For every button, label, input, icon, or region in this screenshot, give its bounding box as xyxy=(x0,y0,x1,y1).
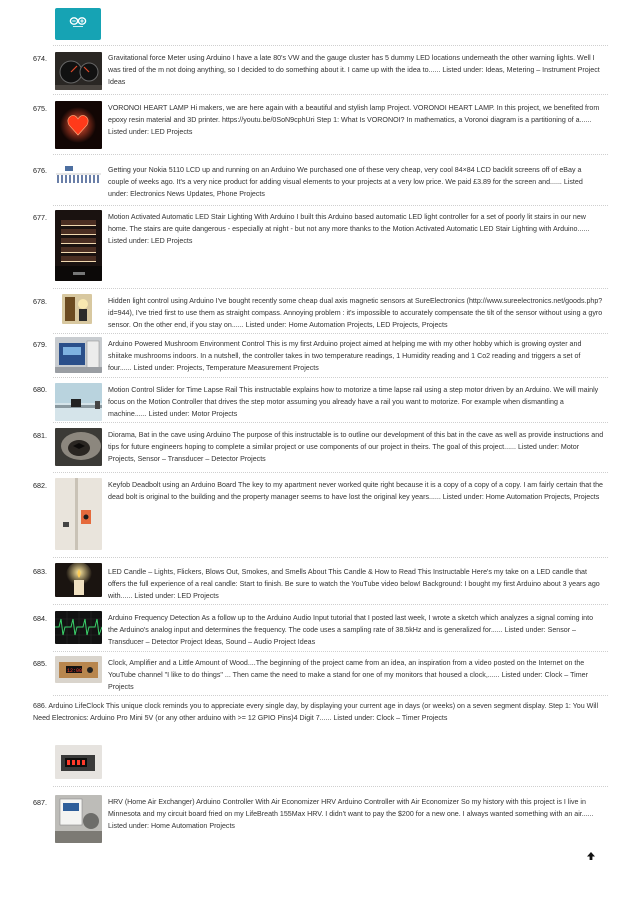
item-description[interactable]: Arduino Powered Mushroom Environment Control This is my first Arduino project aimed at helping me with my other hobby which is growing oyster and shiitake mushrooms indoors. In a nutshell, the controller takes in two temperature readings, 1 Humidity reading and 1 Co2 reading and triggers a set of four...... Listed under: Projects, Temperature Measurement Projects xyxy=(108,340,582,372)
divider xyxy=(53,154,608,155)
lifeclock-thumbnail[interactable] xyxy=(55,745,102,779)
led-stair-lighting-thumbnail[interactable] xyxy=(55,210,102,281)
item-number: 674. xyxy=(33,54,47,63)
item-number: 683. xyxy=(33,567,47,576)
item-description[interactable]: Arduino Frequency Detection As a follow up to the Arduino Audio Input tutorial that I posted last week, I wrote a sketch which analyzes a signal coming into the Arduino's analog input and determines the frequency. The code uses a sampling rate of 38.5kHz and is generalized for...... Listed under: Sensor – Transducer – Detector Project Ideas, Sound – Audio Project Ideas xyxy=(108,614,594,646)
item-text: Arduino LifeClock This unique clock reminds you to appreciate every single day, by displaying your current age in days (or weeks) on a seven segment display. Step 1: You Will Need Electronics: Arduino Pro Mini 5V (or any other arduino with >= 12 GPIO Pins)4 Digit 7...... Listed under: Clock – Timer Projects xyxy=(33,702,599,722)
item-description[interactable]: VORONOI HEART LAMP Hi makers, we are here again with a beautiful and stylish lamp Project. VORONOI HEART LAMP. In this project, we benefited from epoxy resin material and 3D printer. https://youtu.be/0SoN9cphUri Step 1: What Is VORONOI? In mathematics, a Voronoi diagram is a partitioning of a...... Listed under: LED Projects xyxy=(108,104,600,136)
arduino-infinity-icon xyxy=(69,16,87,28)
gauge-cluster-thumbnail[interactable] xyxy=(55,52,102,90)
time-lapse-rail-thumbnail[interactable] xyxy=(55,383,102,421)
item-description[interactable]: Motion Activated Automatic LED Stair Lighting With Arduino I built this Arduino based automatic LED light controller for a set of poorly lit stairs in our new home. The stairs are quite dangerous - especially at night - but not any more thanks to the Motion Activated Automatic LED Stair Lighting with Arduino...... Listed under: LED Projects xyxy=(108,213,590,245)
item-number: 677. xyxy=(33,213,47,222)
nokia-lcd-thumbnail[interactable] xyxy=(55,165,102,189)
item-number: 682. xyxy=(33,481,47,490)
item-description[interactable]: Diorama, Bat in the cave using Arduino The purpose of this instructable is to outline our development of this bat in the cave as well as provide instructions and tips for future engineers hoping to complete a similar project or use components of our project in theirs. The goal of this project...... Listed under: Motor Projects, Sensor – Transducer – Detector Projects xyxy=(108,431,604,463)
item-number: 681. xyxy=(33,431,47,440)
hrv-controller-thumbnail[interactable] xyxy=(55,795,102,843)
item-number: 684. xyxy=(33,614,47,623)
divider xyxy=(53,422,608,423)
item-number: 678. xyxy=(33,297,47,306)
divider xyxy=(53,205,608,206)
divider xyxy=(53,94,608,95)
item-number: 686. xyxy=(33,702,47,710)
hidden-light-thumbnail[interactable] xyxy=(62,294,92,324)
item-number: 680. xyxy=(33,385,47,394)
item-description[interactable]: Getting your Nokia 5110 LCD up and running on an Arduino We purchased one of these very cheap, very cool 84×84 LCD backlit screens off of eBay a couple of weeks ago. It's a very nice product for adding visual elements to your projects at a very low price. We paid £3.89 for the screen and...... Listed under: Electronics News Updates, Phone Projects xyxy=(108,166,583,198)
item-description[interactable]: Keyfob Deadbolt using an Arduino Board The key to my apartment never worked quite right because it is a copy of a copy of a copy. I am fairly certain that the dead bolt is original to the building and the property manager seems to have lost the original key years...... Listed under: Home Automation Projects, Projects xyxy=(108,481,603,501)
divider xyxy=(53,333,608,334)
frequency-waveform-thumbnail[interactable] xyxy=(55,611,102,644)
item-description[interactable]: Hidden light control using Arduino I've bought recently some cheap dual axis magnetic sensors at SureElectronics (http://www.sureelectronics.net/goods.php?id=944), I've tried first to use them as straight compass. Annoying problem : it's impossible to accurately compensate the tilt of the sensor without using a gyro sensor. On the other end, if you stay on...... Listed under: Home Automation Projects, LED Projects, Projects xyxy=(108,297,603,329)
item-number: 676. xyxy=(33,166,47,175)
divider xyxy=(53,45,608,46)
item-number: 675. xyxy=(33,104,47,113)
item-description[interactable]: Motion Control Slider for Time Lapse Rail This instructable explains how to motorize a time lapse rail using a step motor driven by an Arduino. We will mainly focus on the Motion Controller that drives the step motor assuming you already have a rail you want to motorize. For example when dismantling a machine...... Listed under: Motor Projects xyxy=(108,386,599,418)
divider xyxy=(53,604,608,605)
item-number: 679. xyxy=(33,340,47,349)
divider xyxy=(53,786,608,787)
wood-clock-thumbnail[interactable] xyxy=(55,656,102,683)
keyfob-deadbolt-thumbnail[interactable] xyxy=(55,478,102,550)
arduino-logo-thumbnail[interactable] xyxy=(55,8,101,40)
item-description[interactable]: HRV (Home Air Exchanger) Arduino Controller With Air Economizer HRV Arduino Controller with Air Economizer So my history with this project is I live in Minnesota and my circuit board fried on my LifeBreath 155Max HRV. I didn't want to pay the $200 for a new one. I always wanted something with an air...... Listed under: Home Automation Projects xyxy=(108,798,594,830)
item-description[interactable]: LED Candle – Lights, Flickers, Blows Out, Smokes, and Smells About This Candle & How to Read This Instructable Here's my take on a LED candle that offers the full experience of a real candle: Start to finish. Be sure to watch the YouTube video below! Background: I bought my first Arduino about 3 years ago with...... Listed under: LED Projects xyxy=(108,568,600,600)
svg-text:12:00: 12:00 xyxy=(67,668,83,674)
divider xyxy=(53,651,608,652)
led-candle-thumbnail[interactable] xyxy=(55,563,102,597)
item-description[interactable]: Gravitational force Meter using Arduino I have a late 80's VW and the gauge cluster has 5 dummy LED locations underneath the other warning lights. Well I was tired of the m not doing anything, so I decided to do something about it. I came up with the idea to...... Listed under: Ideas, Metering – Instrument Project Ideas xyxy=(108,54,600,86)
item-description[interactable] xyxy=(33,700,605,724)
item-number: 685. xyxy=(33,659,47,668)
divider xyxy=(53,288,608,289)
divider xyxy=(53,377,608,378)
mushroom-controller-thumbnail[interactable] xyxy=(55,337,102,373)
item-description[interactable]: Clock, Amplifier and a Little Amount of Wood....The beginning of the project came from an idea, an inspiration from a video posted on the Internet on the YouTube channel "I like to do things" ... Then came the need to make a stand for one of my monitors that housed a clock,...... Listed under: Clock – Timer Projects xyxy=(108,659,588,691)
heart-lamp-thumbnail[interactable] xyxy=(55,101,102,149)
divider xyxy=(53,695,608,696)
divider xyxy=(53,557,608,558)
back-to-top-icon[interactable] xyxy=(586,851,596,861)
bat-cave-diorama-thumbnail[interactable] xyxy=(55,428,102,466)
item-number: 687. xyxy=(33,798,47,807)
divider xyxy=(53,472,608,473)
